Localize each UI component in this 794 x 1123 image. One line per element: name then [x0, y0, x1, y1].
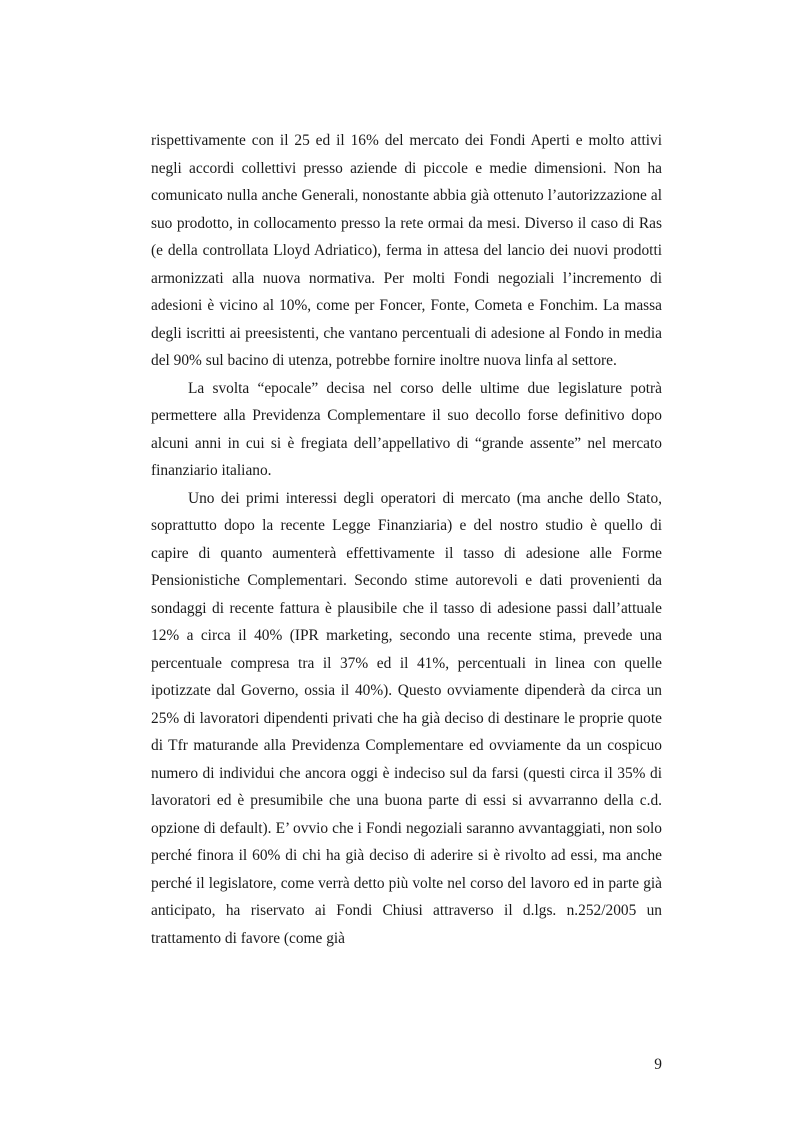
page-number: 9 [654, 1056, 662, 1073]
paragraph-1: rispettivamente con il 25 ed il 16% del mercato dei Fondi Aperti e molto attivi negli accordi collettivi presso aziende di piccole e medie dimensioni. Non ha comunicato nulla anche Generali, nonostante abbia già ottenuto l’autorizzazione al suo prodotto, in collocamento presso la rete ormai da mesi. Diverso il caso di Ras (e della controllata Lloyd Adriatico), ferma in attesa del lancio dei nuovi prodotti armonizzati alla nuova normativa. Per molti Fondi negoziali l’incremento di adesioni è vicino al 10%, come per Foncer, Fonte, Cometa e Fonchim. La massa degli iscritti ai preesistenti, che vantano percentuali di adesione al Fondo in media del 90% sul bacino di utenza, potrebbe fornire inoltre nuova linfa al settore. [151, 132, 662, 369]
paragraph-2: La svolta “epocale” decisa nel corso delle ultime due legislature potrà permettere alla Previdenza Complementare il suo decollo forse definitivo dopo alcuni anni in cui si è fregiata dell’appellativo di “grande assente” nel mercato finanziario italiano. [151, 379, 662, 479]
body-text [151, 127, 662, 952]
paragraph-3: Uno dei primi interessi degli operatori di mercato (ma anche dello Stato, soprattutto dopo la recente Legge Finanziaria) e del nostro studio è quello di capire di quanto aumenterà effettivamente il tasso di adesione alle Forme Pensionistiche Complementari. Secondo stime autorevoli e dati provenienti da sondaggi di recente fattura è plausibile che il tasso di adesione passi dall’attuale 12% a circa il 40% (IPR marketing, secondo una recente stima, prevede una percentuale compresa tra il 37% ed il 41%, percentuali in linea con quelle ipotizzate dal Governo, ossia il 40%). Questo ovviamente dipenderà da circa un 25% di lavoratori dipendenti privati che ha già deciso di destinare le proprie quote di Tfr maturande alla Previdenza Complementare ed ovviamente da un cospicuo numero di individui che ancora oggi è indeciso sul da farsi (questi circa il 35% di lavoratori ed è presumibile che una buona parte di essi si avvarranno della c.d. opzione di default). E’ ovvio che i Fondi negoziali saranno avvantaggiati, non solo perché finora il 60% di chi ha già deciso di aderire si è rivolto ad essi, ma anche perché il legislatore, come verrà detto più volte nel corso del lavoro ed in parte già anticipato, ha riservato ai Fondi Chiusi attraverso il d.lgs. n.252/2005 un trattamento di favore (come già [151, 489, 662, 947]
